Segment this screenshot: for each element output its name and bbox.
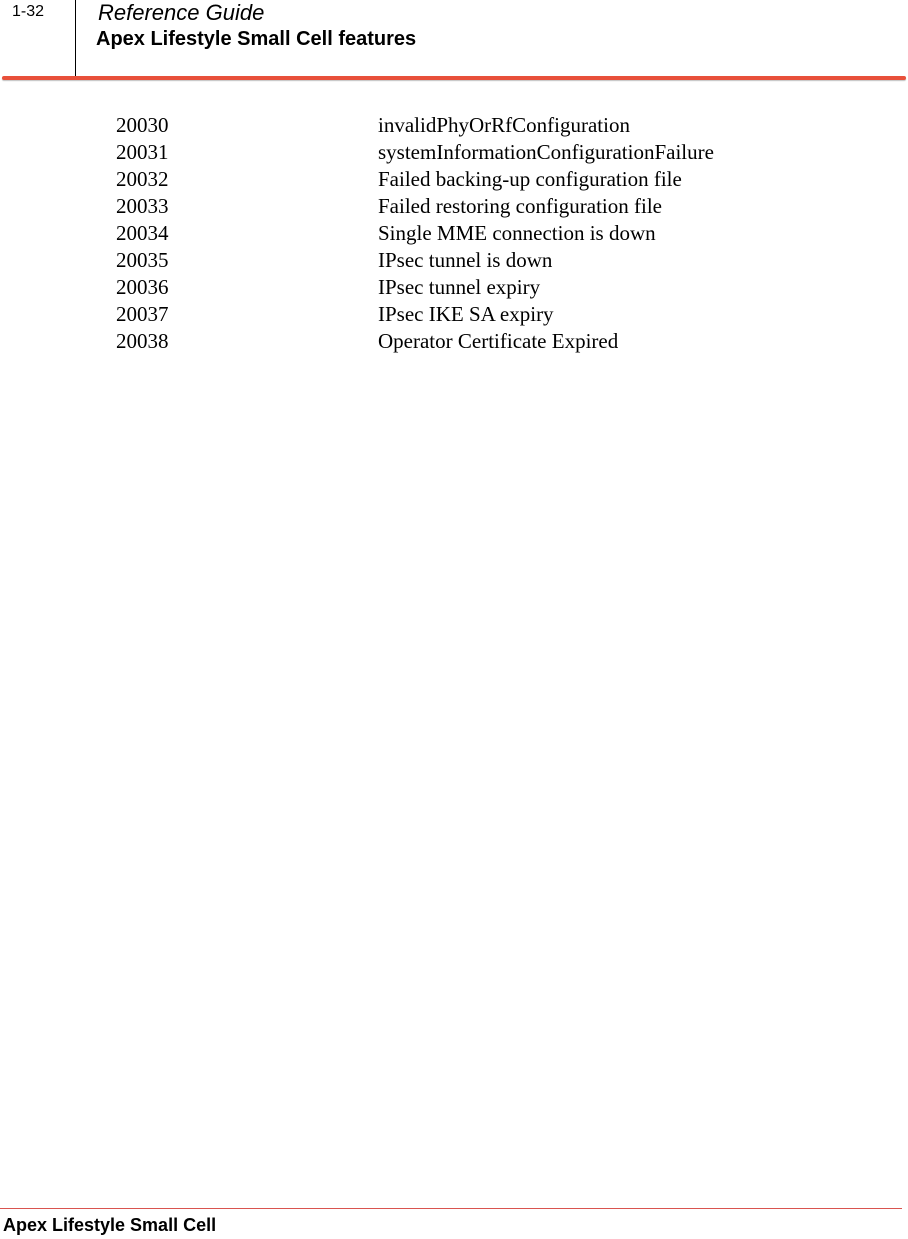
table-row	[116, 247, 714, 274]
table-row	[116, 193, 714, 220]
page-number: 1-32	[12, 3, 45, 20]
alarm-description: Failed restoring configuration file	[378, 194, 663, 218]
alarm-code: 20037	[116, 302, 169, 326]
document-subtitle: Apex Lifestyle Small Cell features	[96, 28, 417, 50]
alarm-code: 20032	[116, 167, 169, 191]
footer-product-name: Apex Lifestyle Small Cell	[3, 1215, 217, 1235]
alarm-description: Single MME connection is down	[378, 221, 656, 245]
table-row	[116, 301, 714, 328]
alarm-description: invalidPhyOrRfConfiguration	[378, 113, 630, 137]
alarm-code: 20035	[116, 248, 169, 272]
alarm-code: 20030	[116, 113, 169, 137]
alarm-description: IPsec tunnel is down	[378, 248, 553, 272]
alarm-description: IPsec tunnel expiry	[378, 275, 541, 299]
table-row	[116, 328, 714, 355]
alarm-code: 20036	[116, 275, 169, 299]
alarm-code-table	[116, 112, 714, 355]
table-row	[116, 112, 714, 139]
alarm-description: Operator Certificate Expired	[378, 329, 619, 353]
alarm-code: 20038	[116, 329, 169, 353]
alarm-code: 20031	[116, 140, 169, 164]
alarm-code: 20033	[116, 194, 169, 218]
alarm-description: Failed backing-up configuration file	[378, 167, 682, 191]
header-divider	[75, 0, 76, 76]
alarm-description: systemInformationConfigurationFailure	[378, 140, 714, 164]
table-row	[116, 274, 714, 301]
alarm-code: 20034	[116, 221, 169, 245]
table-row	[116, 139, 714, 166]
header-accent-bar	[2, 76, 906, 80]
document-title: Reference Guide	[98, 0, 265, 25]
alarm-description: IPsec IKE SA expiry	[378, 302, 554, 326]
table-row	[116, 166, 714, 193]
footer-divider	[0, 1208, 902, 1209]
table-row	[116, 220, 714, 247]
